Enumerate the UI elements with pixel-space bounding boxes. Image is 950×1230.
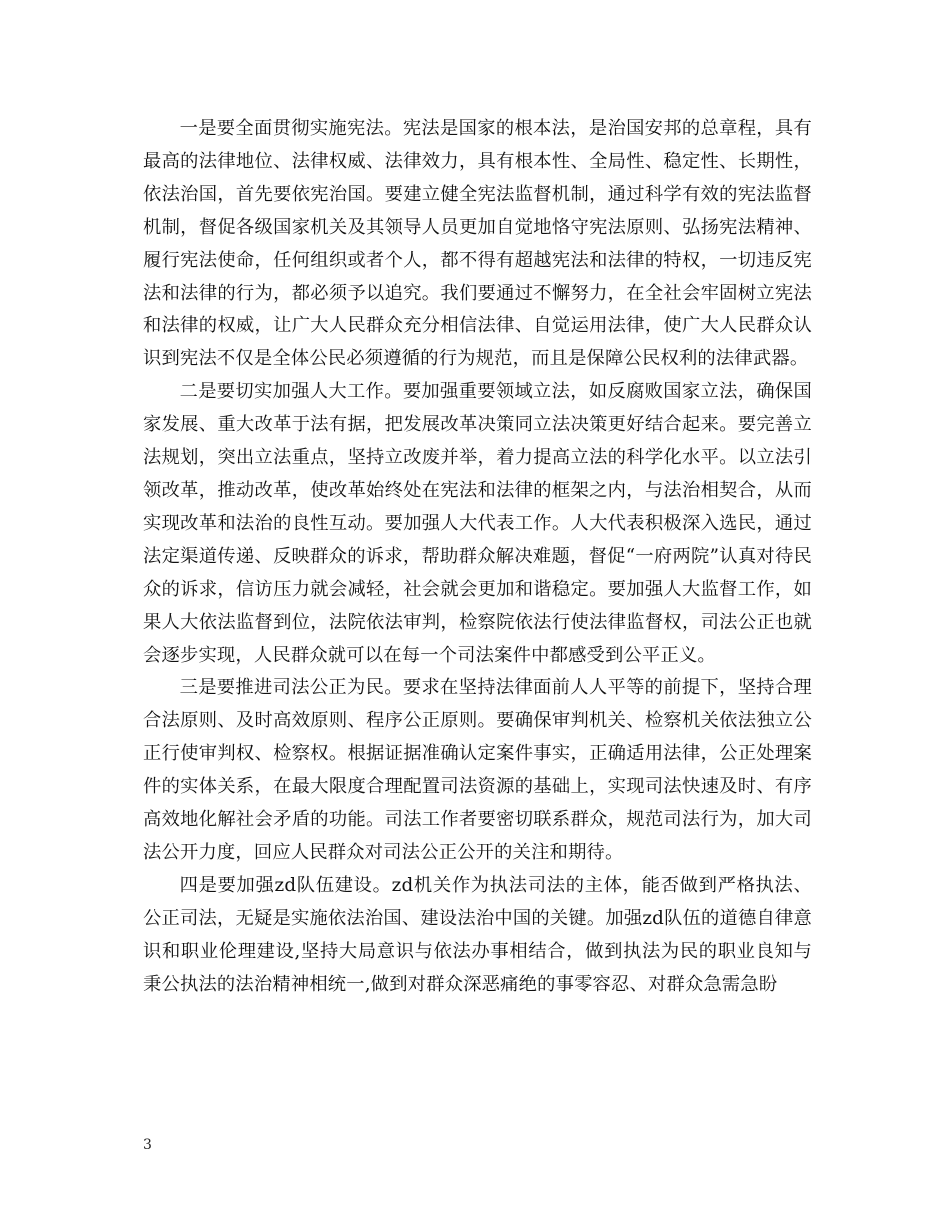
paragraph-judicial-justice: 三是要推进司法公正为民。要求在坚持法律面前人人平等的前提下，坚持合理合法原则、及时高效原则、程序公正原则。要确保审判机关、检察机关依法独立公正行使审判权、检察权。根据证据准确认定案件事实，正确适用法律，公正处理案件的实体关系，在最大限度合理配置司法资源的基础上，实现司法快速及时、有序高效地化解社会矛盾的功能。司法工作者要密切联系群众，规范司法行为，加大司法公开力度，回应人民群众对司法公正公开的关注和期待。	[143, 677, 812, 863]
paragraph-npc-work: 二是要切实加强人大工作。要加强重要领域立法，如反腐败国家立法，确保国家发展、重大改革于法有据，把发展改革决策同立法决策更好结合起来。要完善立法规划，突出立法重点，坚持立改废并举，着力提高立法的科学化水平。以立法引领改革，推动改革，使改革始终处在宪法和法律的框架之内，与法治相契合，从而实现改革和法治的良性互动。要加强人大代表工作。人大代表积极深入选民，通过法定渠道传递、反映群众的诉求，帮助群众解决难题，督促“一府两院”认真对待民众的诉求，信访压力就会减轻，社会就会更加和谐稳定。要加强人大监督工作，如果人大依法监督到位，法院依法审判，检察院依法行使法律监督权，司法公正也就会逐步实现，人民群众就可以在每一个司法案件中都感受到公平正义。	[143, 381, 812, 666]
paragraph-team-building: 四是要加强zd队伍建设。zd机关作为执法司法的主体，能否做到严格执法、公正司法，无疑是实施依法治国、建设法治中国的关键。加强zd队伍的道德自律意识和职业伦理建设,坚持大局意识与依法办事相结合，做到执法为民的职业良知与秉公执法的法治精神相统一,做到对群众深恶痛绝的事零容忍、对群众急需急盼	[143, 874, 812, 995]
paragraph-constitution: 一是要全面贯彻实施宪法。宪法是国家的根本法，是治国安邦的总章程，具有最高的法律地位、法律权威、法律效力，具有根本性、全局性、稳定性、长期性，依法治国，首先要依宪治国。要建立健全宪法监督机制，通过科学有效的宪法监督机制，督促各级国家机关及其领导人员更加自觉地恪守宪法原则、弘扬宪法精神、履行宪法使命，任何组织或者个人，都不得有超越宪法和法律的特权，一切违反宪法和法律的行为，都必须予以追究。我们要通过不懈努力，在全社会牢固树立宪法和法律的权威，让广大人民群众充分相信法律、自觉运用法律，使广大人民群众认识到宪法不仅是全体公民必须遵循的行为规范，而且是保障公民权利的法律武器。	[143, 118, 812, 370]
page-number: 3	[143, 1137, 152, 1153]
